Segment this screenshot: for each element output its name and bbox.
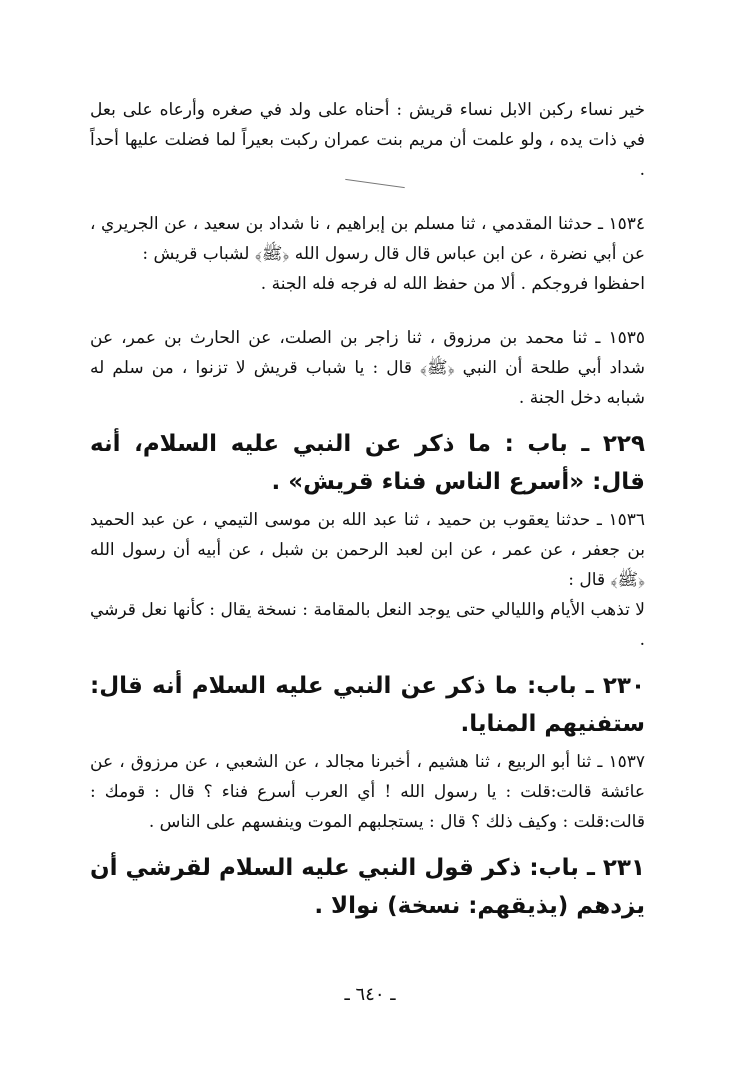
hadith-1535: ١٥٣٥ ـ ثنا محمد بن مرزوق ، ثنا زاجر بن الصلت، عن الحارث بن عمر، عن شداد أبي طلحة أن النبي ﴿ﷺ﴾ قال : يا شباب قريش لا تزنوا ، من سلم له شبابه دخل الجنة . <box>90 328 645 408</box>
hadith-1536: ١٥٣٦ ـ حدثنا يعقوب بن حميد ، ثنا عبد الله بن موسى التيمي ، عن عبد الحميد بن جعفر ، عن عمر ، عن ابن لعبد الرحمن بن شبل ، عن أبيه أن رسول الله ﴿ﷺ﴾ قال : <box>90 510 645 590</box>
chapter-230-heading: ٢٣٠ ـ باب: ما ذكر عن النبي عليه السلام أنه قال: ستفنيهم المنايا. <box>90 673 645 737</box>
page-number: ـ ٦٤٠ ـ <box>344 984 396 1005</box>
hadith-1534: ١٥٣٤ ـ حدثنا المقدمي ، ثنا مسلم بن إبراهيم ، نا شداد بن سعيد ، عن الجريري ، عن أبي نضرة ، عن ابن عباس قال قال رسول الله ﴿ﷺ﴾ لشباب قريش : <box>90 214 645 264</box>
chapter-231-heading: ٢٣١ ـ باب: ذكر قول النبي عليه السلام لقرشي أن يزدهم (يذيقهم: نسخة) نوالا . <box>90 855 645 919</box>
chapter-229-heading: ٢٢٩ ـ باب : ما ذكر عن النبي عليه السلام، أنه قال: «أسرع الناس فناء قريش» . <box>90 431 645 495</box>
hadith-1537: ١٥٣٧ ـ ثنا أبو الربيع ، ثنا هشيم ، أخبرنا مجالد ، عن الشعبي ، عن مرزوق ، عن عائشة قالت:قلت : يا رسول الله ! أي العرب أسرع فناء ؟ قال : قومك : قالت:قلت : وكيف ذلك ؟ قال : يستجلبهم الموت وينفسهم على الناس . <box>90 752 645 832</box>
hadith-1534-text: احفظوا فروجكم . ألا من حفظ الله له فرجه فله الجنة . <box>260 274 645 294</box>
paragraph-opening: خير نساء ركبن الابل نساء قريش : أحناه على ولد في صغره وأرعاه على بعل في ذات يده ، ولو علمت أن مريم بنت عمران ركبت بعيراً لما فضلت عليها أحداً . <box>90 100 645 180</box>
hadith-1536-text: لا تذهب الأيام والليالي حتى يوجد النعل بالمقامة : نسخة يقال : كأنها نعل قرشي . <box>90 600 645 650</box>
page-body <box>90 95 645 929</box>
